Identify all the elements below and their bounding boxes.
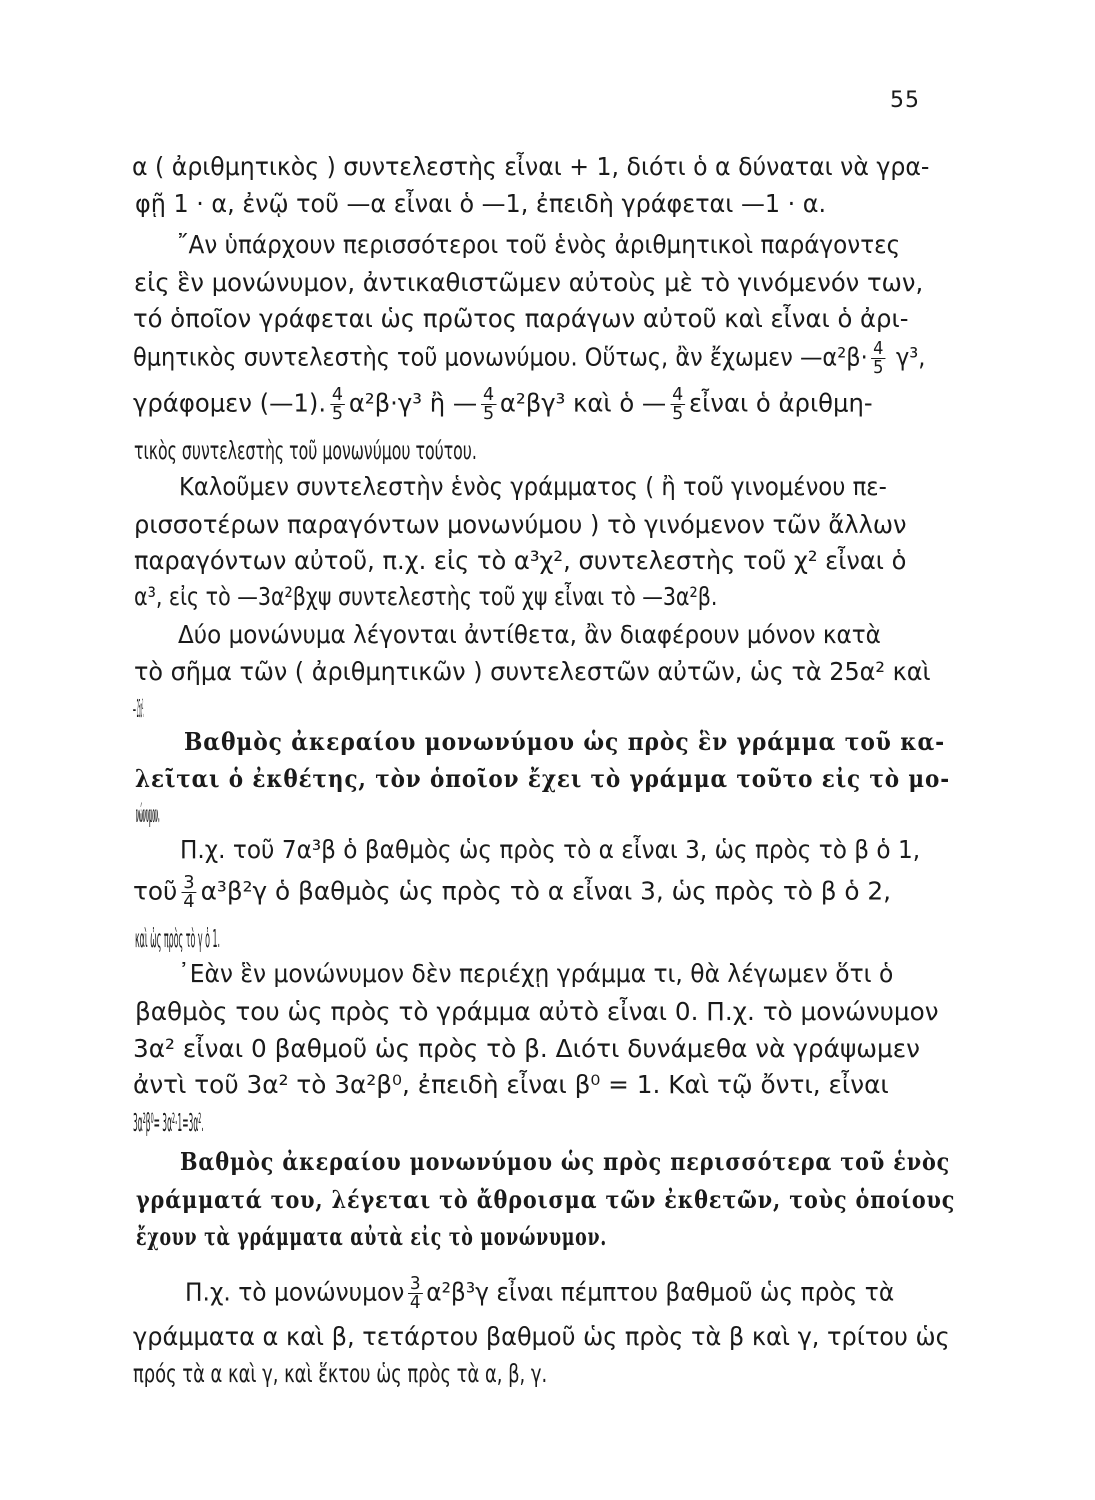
fraction (481, 386, 496, 423)
text-segment: νώνυμον. (136, 799, 160, 828)
text-segment: τὸ σῆμα τῶν ( ἀριθμητικῶν ) συντελεστῶν αὐτῶν, ὡς τὰ 25α² καὶ (134, 657, 931, 686)
text-segment: α²βγ³ καὶ ὁ — (499, 388, 667, 418)
fraction-numerator: 4 (482, 384, 495, 405)
text-line (133, 1032, 945, 1066)
text-segment: τό ὁποῖον γράφεται ὡς πρῶτος παράγων αὐτοῦ καὶ εἶναι ὁ ἀρι- (133, 304, 909, 333)
text-line (132, 150, 930, 184)
fraction-denominator: 4 (183, 891, 195, 912)
text-line (185, 1275, 950, 1312)
fraction-numerator: 4 (672, 384, 684, 405)
text-segment: α ( ἀριθμητικὸς ) συντελεστὴς εἶναι + 1, διότι ὁ α δύναται νὰ γρα- (132, 152, 930, 181)
text-segment: α²β³γ εἶναι πέμπτου βαθμοῦ ὡς πρὸς τὰ (426, 1277, 895, 1307)
text-line (134, 508, 925, 542)
fraction (408, 1275, 422, 1312)
text-line (134, 655, 931, 689)
text-line (133, 386, 930, 423)
text-line (180, 833, 940, 867)
text-line (136, 1220, 730, 1254)
text-segment: Π.χ. τὸ μονώνυμον (185, 1277, 405, 1307)
text-line (178, 618, 935, 652)
text-segment: γράμματά του, λέγεται τὸ ἄθροισμα τῶν ἐκθετῶν, τοὺς ὁποίους (136, 1185, 956, 1214)
fraction-numerator: 4 (873, 338, 884, 359)
text-line (133, 1357, 720, 1391)
text-segment: ἀντὶ τοῦ 3α² τὸ 3α²β⁰, ἐπειδὴ εἶναι β⁰ = 1. Καὶ τῷ ὄντι, εἶναι (133, 1070, 889, 1099)
text-line (177, 228, 935, 262)
text-segment: φῇ 1 · α, ἐνῷ τοῦ —α εἶναι ὁ —1, ἐπειδὴ γράφεται —1 · α. (135, 189, 827, 218)
fraction-denominator: 4 (409, 1292, 421, 1313)
text-segment: 3α² εἶναι 0 βαθμοῦ ὡς πρὸς τὸ β. Διότι δυνάμεθα νὰ γράψωμεν (133, 1034, 920, 1063)
fraction-denominator: 5 (672, 403, 684, 424)
text-segment: 3α²β⁰= 3α²·1=3α². (133, 1108, 204, 1137)
text-line (134, 580, 810, 614)
text-segment: α²β·γ³ ἢ — (348, 388, 478, 418)
text-segment: λεῖται ὁ ἐκθέτης, τὸν ὁποῖον ἔχει τὸ γράμμα τοῦτο εἰς τὸ μο- (135, 764, 951, 793)
text-segment: εἰς ἓν μονώνυμον, ἀντικαθιστῶμεν αὐτοὺς μὲ τὸ γινόμενόν των, (134, 268, 924, 297)
text-line (135, 762, 951, 796)
text-line (135, 995, 945, 1029)
text-segment: ᾿Εὰν ἓν μονώνυμον δὲν περιέχῃ γράμμα τι, θὰ λέγωμεν ὅτι ὁ (178, 959, 894, 988)
text-segment: βαθμὸς του ὡς πρὸς τὸ γράμμα αὐτὸ εἶναι 0. Π.χ. τὸ μονώνυμον (135, 997, 939, 1026)
page-number: 55 (890, 88, 920, 113)
fraction-numerator: 3 (409, 1273, 421, 1294)
text-segment: Βαθμὸς ἀκεραίου μονωνύμου ὡς πρὸς ἓν γράμμα τοῦ κα- (184, 727, 946, 756)
text-segment: Καλοῦμεν συντελεστὴν ἑνὸς γράμματος ( ἢ τοῦ γινομένου πε- (179, 472, 887, 501)
text-segment: ρισσοτέρων παραγόντων μονωνύμου ) τὸ γινόμενον τῶν ἄλλων (134, 510, 907, 539)
fraction (670, 386, 685, 423)
text-segment: γ³, (888, 342, 926, 372)
text-line (136, 797, 275, 831)
text-line (135, 187, 918, 221)
text-segment: — 25α². (133, 694, 145, 723)
fraction-denominator: 5 (873, 357, 884, 378)
text-line (134, 544, 925, 578)
fraction (181, 874, 196, 911)
text-segment: θμητικὸς συντελεστὴς τοῦ μονωνύμου. Οὕτως, ἂν ἔχωμεν —α²β· (133, 342, 868, 372)
text-line (133, 338, 926, 378)
text-segment: εἶναι ὁ ἀριθμη- (689, 388, 873, 418)
text-line (184, 725, 946, 759)
text-segment: α³, εἰς τὸ —3α²βχψ συντελεστὴς τοῦ χψ εἶναι τὸ —3α²β. (134, 582, 718, 611)
fraction-denominator: 5 (331, 403, 344, 424)
text-line (133, 692, 225, 726)
text-segment: Π.χ. τοῦ 7α³β ὁ βαθμὸς ὡς πρὸς τὸ α εἶναι 3, ὡς πρὸς τὸ β ὁ 1, (180, 835, 921, 864)
fraction (871, 340, 885, 377)
text-segment: τοῦ (133, 876, 178, 906)
text-line (179, 470, 925, 504)
text-segment: ῎Αν ὑπάρχουν περισσότεροι τοῦ ἑνὸς ἀριθμητικοὶ παράγοντες (177, 230, 901, 259)
text-line (133, 874, 945, 911)
text-segment: Βαθμὸς ἀκεραίου μονωνύμου ὡς πρὸς περισσότερα τοῦ ἑνὸς (180, 1147, 951, 1176)
text-line (133, 1068, 945, 1102)
text-line (133, 1106, 380, 1140)
fraction-denominator: 5 (482, 403, 495, 424)
text-line (133, 1320, 950, 1354)
text-segment: γράφομεν (—1). (133, 388, 327, 418)
text-segment: παραγόντων αὐτοῦ, π.χ. εἰς τὸ α³χ², συντελεστὴς τοῦ χ² εἶναι ὁ (134, 546, 907, 575)
text-segment: Δύο μονώνυμα λέγονται ἀντίθετα, ἂν διαφέρουν μόνον κατὰ (178, 620, 881, 649)
text-segment: καὶ ὡς πρὸς τὸ γ ὁ 1. (135, 924, 221, 953)
text-line (134, 434, 650, 468)
text-segment: τικὸς συντελεστὴς τοῦ μονωνύμου τούτου. (134, 436, 477, 465)
text-segment: ἔχουν τὰ γράμματα αὐτὰ εἰς τὸ μονώνυμον. (136, 1222, 608, 1251)
text-line (133, 302, 930, 336)
text-segment: πρός τὰ α καὶ γ, καὶ ἕκτου ὡς πρὸς τὰ α, β, γ. (133, 1359, 548, 1388)
text-line (180, 1145, 951, 1179)
text-segment: γράμματα α καὶ β, τετάρτου βαθμοῦ ὡς πρὸς τὰ β καὶ γ, τρίτου ὡς (133, 1322, 950, 1351)
text-line (135, 922, 395, 956)
text-line (134, 266, 930, 300)
text-line (136, 1183, 956, 1217)
text-segment: α³β²γ ὁ βαθμὸς ὡς πρὸς τὸ α εἶναι 3, ὡς πρὸς τὸ β ὁ 2, (200, 876, 892, 906)
fraction-numerator: 4 (331, 384, 344, 405)
fraction (330, 386, 345, 423)
fraction-numerator: 3 (183, 872, 195, 893)
text-line (178, 957, 945, 991)
